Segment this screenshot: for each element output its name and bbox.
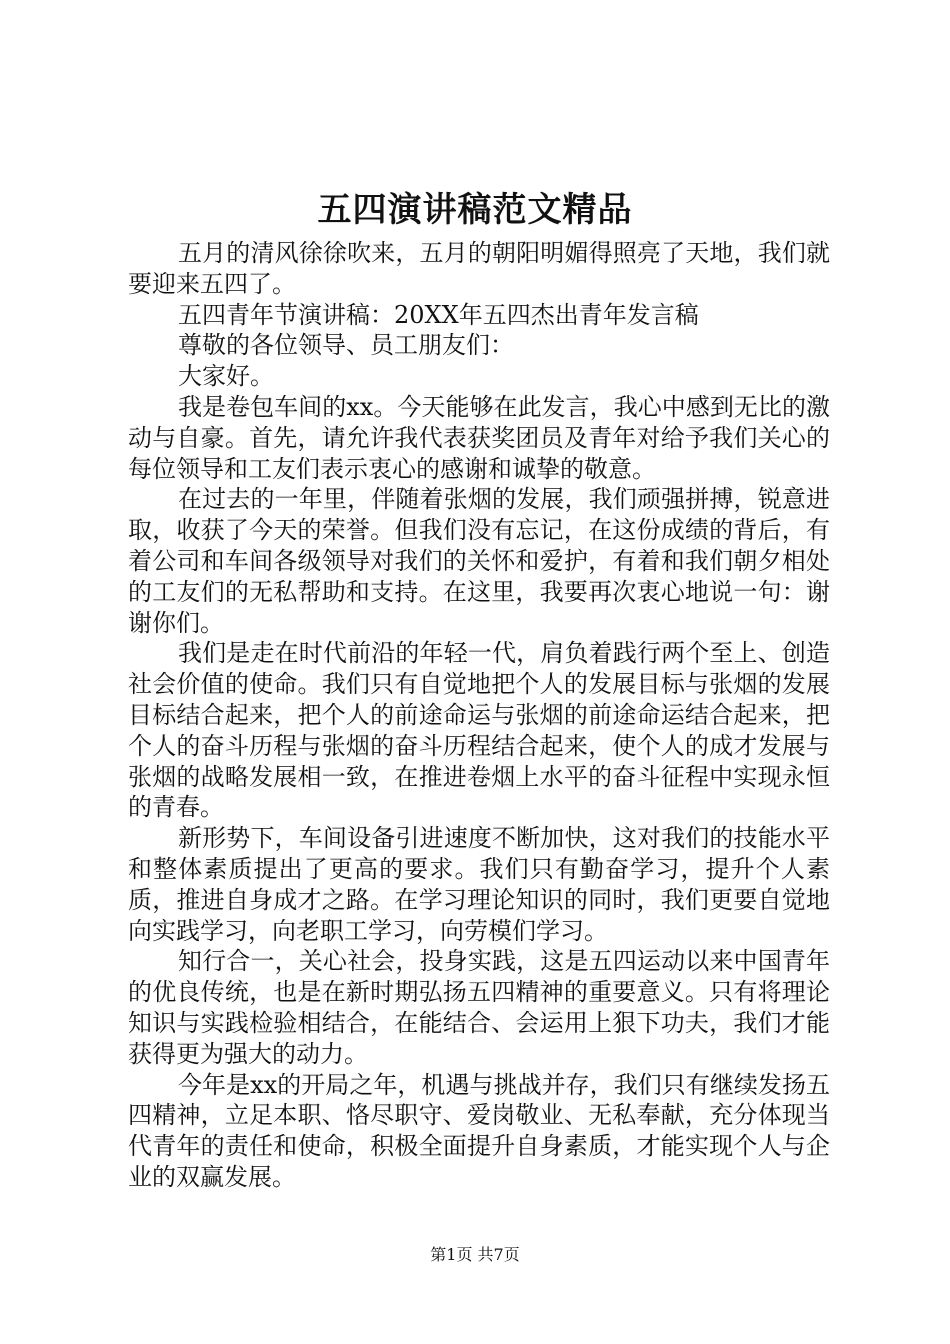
paragraph: 五月的清风徐徐吹来，五月的朝阳明媚得照亮了天地，我们就要迎来五四了。 [128, 239, 830, 298]
paragraph: 我是卷包车间的xx。今天能够在此发言，我心中感到无比的激动与自豪。首先，请允许我代表获奖团员及青年对给予我们关心的每位领导和工友们表示衷心的感谢和诚挚的敬意。 [128, 392, 830, 483]
paragraph: 今年是xx的开局之年，机遇与挑战并存，我们只有继续发扬五四精神，立足本职、恪尽职守、爱岗敬业、无私奉献，充分体现当代青年的责任和使命，积极全面提升自身素质，才能实现个人与企业的双赢发展。 [128, 1070, 830, 1191]
paragraph: 五四青年节演讲稿：20XX年五四杰出青年发言稿 [178, 300, 699, 329]
paragraph: 新形势下，车间设备引进速度不断加快，这对我们的技能水平和整体素质提出了更高的要求。我们只有勤奋学习，提升个人素质，推进自身成才之路。在学习理论知识的同时，我们更要自觉地向实践学习，向老职工学习，向劳模们学习。 [128, 824, 830, 945]
document-body [128, 238, 830, 1193]
paragraph: 在过去的一年里，伴随着张烟的发展，我们顽强拼搏，锐意进取，收获了今天的荣誉。但我们没有忘记，在这份成绩的背后，有着公司和车间各级领导对我们的关怀和爱护，有着和我们朝夕相处的工友们的无私帮助和支持。在这里，我要再次衷心地说一句：谢谢你们。 [128, 485, 830, 637]
paragraph: 大家好。 [178, 362, 274, 391]
paragraph: 尊敬的各位领导、员工朋友们： [178, 331, 514, 360]
page-number-footer: 第1页 共7页 [430, 1245, 520, 1264]
document-title: 五四演讲稿范文精品 [317, 190, 633, 230]
paragraph: 我们是走在时代前沿的年轻一代，肩负着践行两个至上、创造社会价值的使命。我们只有自觉地把个人的发展目标与张烟的发展目标结合起来，把个人的前途命运与张烟的前途命运结合起来，把个人的奋斗历程与张烟的奋斗历程结合起来，使个人的成才发展与张烟的战略发展相一致，在推进卷烟上水平的奋斗征程中实现永恒的青春。 [128, 639, 830, 822]
paragraph: 知行合一，关心社会，投身实践，这是五四运动以来中国青年的优良传统，也是在新时期弘扬五四精神的重要意义。只有将理论知识与实践检验相结合，在能结合、会运用上狠下功夫，我们才能获得更为强大的动力。 [128, 947, 830, 1068]
